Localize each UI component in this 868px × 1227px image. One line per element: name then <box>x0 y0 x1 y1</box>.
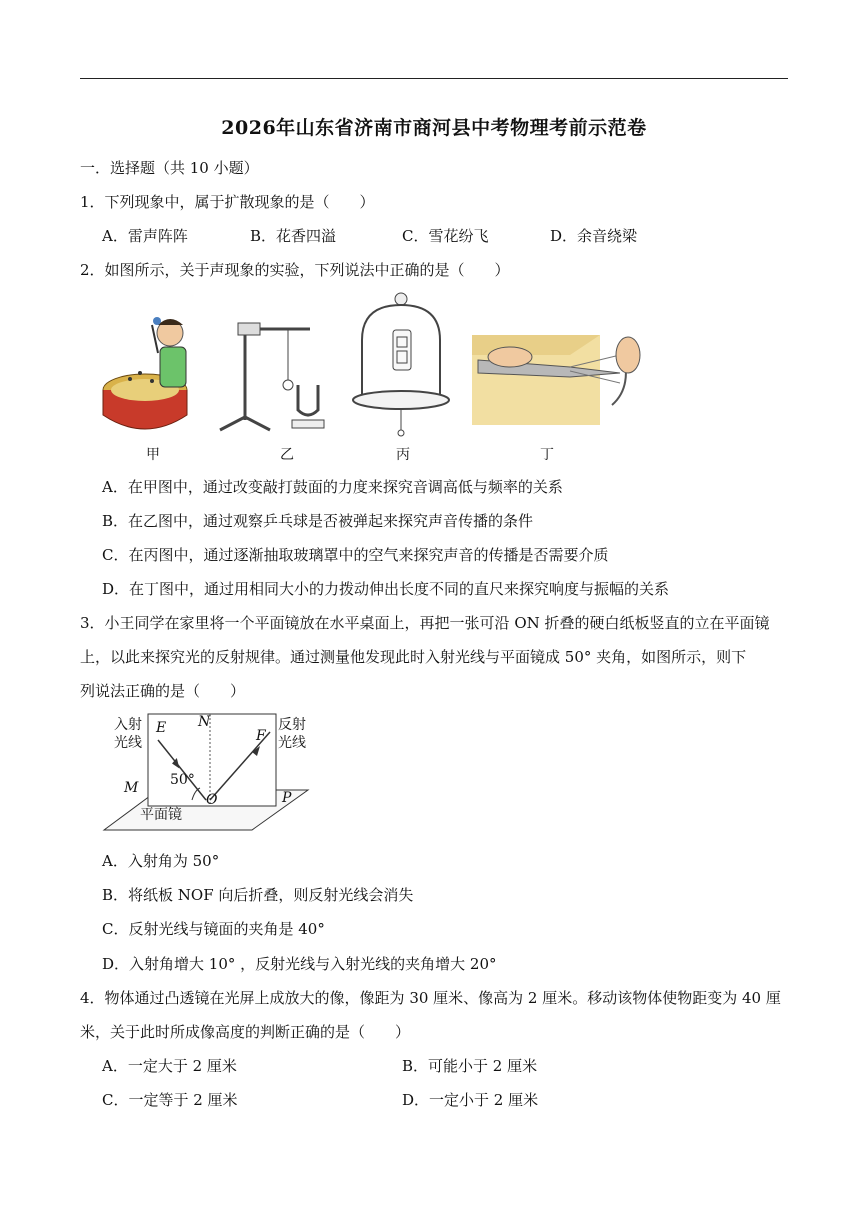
q2-option-c: C．在丙图中，通过逐渐抽取玻璃罩中的空气来探究声音的传播是否需要介质 <box>102 546 609 564</box>
point-n: N <box>198 714 211 730</box>
q2-option-a: A．在甲图中，通过改变敲打鼓面的力度来探究音调高低与频率的关系 <box>102 478 563 496</box>
q4-option-d: D．一定小于 2 厘米 <box>402 1091 539 1109</box>
mirror-label: 平面镜 <box>140 807 182 823</box>
question-3-stem-line-2: 上，以此来探究光的反射规律。通过测量他发现此时入射光线与平面镜成 50° 夹角，如图所示，则下 <box>80 648 747 666</box>
question-2-stem: 2．如图所示，关于声现象的实验，下列说法中正确的是（ ） <box>80 261 510 279</box>
question-3-stem-line-3: 列说法正确的是（ ） <box>80 682 246 700</box>
q4-option-c: C．一定等于 2 厘米 <box>102 1091 238 1109</box>
q1-option-a: A．雷声阵阵 <box>102 227 188 245</box>
figure-label-yi: 乙 <box>280 447 294 463</box>
point-p: P <box>282 790 292 806</box>
drum-illustration <box>103 317 187 429</box>
page-title: 2026年山东省济南市商河县中考物理考前示范卷 <box>221 117 647 139</box>
figure-label-bing: 丙 <box>396 447 410 463</box>
point-o: O <box>206 792 218 808</box>
q2-option-b: B．在乙图中，通过观察乒乓球是否被弹起来探究声音传播的条件 <box>102 512 534 530</box>
incident-ray-label: 入射 光线 <box>114 717 142 751</box>
question-4-stem-line-2: 米，关于此时所成像高度的判断正确的是（ ） <box>80 1023 411 1041</box>
q2-option-d: D．在丁图中，通过用相同大小的力拨动伸出长度不同的直尺来探究响度与振幅的关系 <box>102 580 670 598</box>
q3-option-c: C．反射光线与镜面的夹角是 40° <box>102 920 325 938</box>
point-e: E <box>156 720 167 736</box>
sound-experiments-figure <box>100 285 648 460</box>
q3-option-a: A．入射角为 50° <box>102 852 220 870</box>
q3-option-d: D．入射角增大 10° ，反射光线与入射光线的夹角增大 20° <box>102 955 497 973</box>
q1-option-b: B．花香四溢 <box>250 227 337 245</box>
section-heading: 一．选择题（共 10 小题） <box>80 159 259 177</box>
bell-jar-illustration <box>353 293 449 436</box>
q4-option-b: B．可能小于 2 厘米 <box>402 1057 538 1075</box>
header-rule <box>80 78 788 79</box>
q1-option-c: C．雪花纷飞 <box>402 227 489 245</box>
point-f: F <box>256 728 266 744</box>
figure-label-jia: 甲 <box>146 447 160 463</box>
question-3-stem-line-1: 3．小王同学在家里将一个平面镜放在水平桌面上，再把一张可沿 ON 折叠的硬白纸板竖直的立在平面镜 <box>80 614 770 632</box>
point-m: M <box>124 780 139 796</box>
question-1-stem: 1．下列现象中，属于扩散现象的是（ ） <box>80 193 375 211</box>
reflected-ray-label: 反射 光线 <box>278 717 306 751</box>
ruler-illustration <box>472 335 640 425</box>
tuning-fork-illustration <box>220 323 324 430</box>
angle-label: 50° <box>170 772 195 788</box>
q1-option-d: D．余音绕梁 <box>550 227 638 245</box>
figure-label-ding: 丁 <box>540 447 554 463</box>
q3-option-b: B．将纸板 NOF 向后折叠，则反射光线会消失 <box>102 886 414 904</box>
question-4-stem-line-1: 4．物体通过凸透镜在光屏上成放大的像，像距为 30 厘米、像高为 2 厘米。移动该物体使物距变为 40 厘 <box>80 989 781 1007</box>
q4-option-a: A．一定大于 2 厘米 <box>102 1057 237 1075</box>
